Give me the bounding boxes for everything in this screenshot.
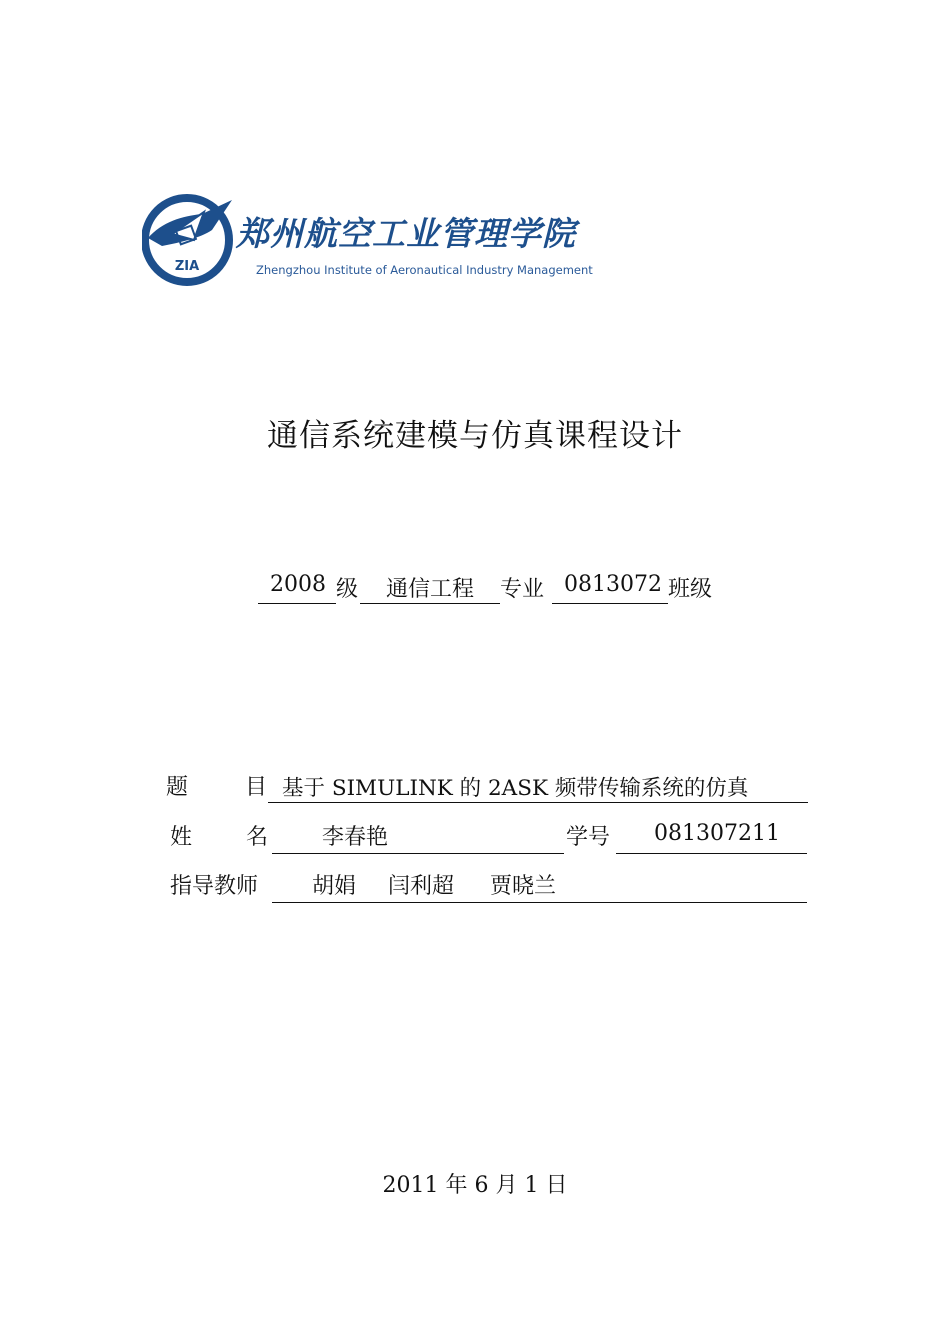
name-value: 李春艳 [322, 825, 389, 850]
topic-value: 基于 SIMULINK 的 2ASK 频带传输系统的仿真 [282, 776, 749, 801]
advisor-underline [272, 902, 807, 903]
name-underline [272, 853, 564, 854]
topic-label-1: 题 [166, 775, 189, 800]
document-title: 通信系统建模与仿真课程设计 [267, 418, 683, 454]
class-number: 0813072 [564, 572, 662, 597]
school-name-cn: 郑州航空工业管理学院 [236, 214, 576, 253]
advisor-name-2: 闫利超 [388, 874, 455, 899]
class-major-suffix: 专业 [500, 577, 545, 602]
topic-underline [268, 802, 808, 803]
class-year: 2008 [270, 572, 326, 597]
class-major: 通信工程 [386, 577, 475, 602]
school-emblem-icon [142, 190, 242, 290]
advisor-name-1: 胡娟 [312, 874, 357, 899]
class-year-suffix: 级 [336, 577, 359, 602]
class-major-underline [360, 603, 500, 604]
document-date: 2011 年 6 月 1 日 [382, 1173, 568, 1198]
advisor-name-3: 贾晓兰 [490, 874, 557, 899]
topic-label-2: 目 [245, 775, 268, 800]
school-name-en: Zhengzhou Institute of Aeronautical Industry Management [256, 263, 593, 277]
advisor-label: 指导教师 [170, 874, 259, 899]
class-number-underline [552, 603, 668, 604]
class-number-suffix: 班级 [668, 577, 713, 602]
student-id-label: 学号 [566, 825, 611, 850]
name-label-2: 名 [246, 825, 269, 850]
student-id-underline [616, 853, 807, 854]
class-year-underline [258, 603, 336, 604]
student-id-value: 081307211 [654, 821, 780, 846]
emblem-text: ZIA [174, 259, 200, 274]
name-label-1: 姓 [170, 825, 193, 850]
